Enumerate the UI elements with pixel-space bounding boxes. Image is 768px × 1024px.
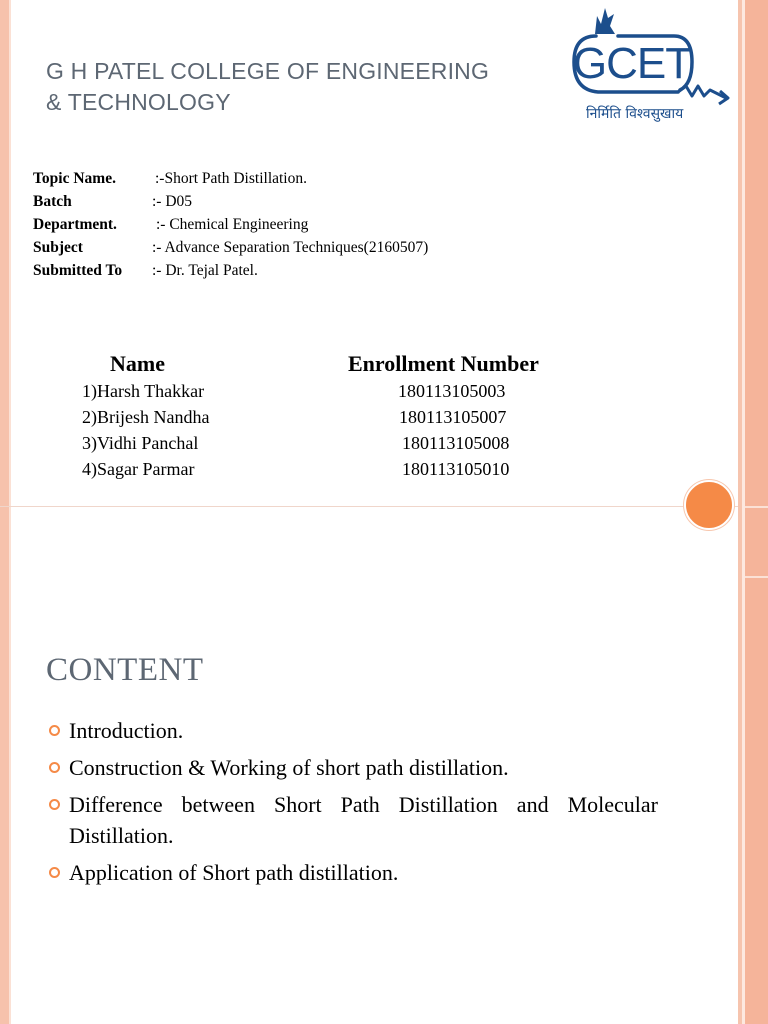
list-item-text: Construction & Working of short path distillation. [69,755,509,780]
member-name: 2)Brijesh Nandha [82,407,210,427]
department-label: Department. [33,216,117,233]
member-name: 1)Harsh Thakkar [82,381,205,401]
enrollment-column-header: Enrollment Number [348,351,539,376]
member-enrollment: 180113105003 [398,381,506,401]
right-border-seam [745,506,768,508]
submitted-value: :- Dr. Tejal Patel. [152,262,258,279]
bullet-ring-icon [49,762,60,773]
bird-icon [595,8,615,34]
logo-text: GCET [572,39,692,88]
list-item [46,752,658,783]
right-border-band [745,0,768,1024]
bullet-ring-icon [49,799,60,810]
left-border [0,0,9,1024]
college-title [46,56,546,118]
bullet-ring-icon [49,867,60,878]
right-border-seam [745,576,768,578]
subject-label: Subject [33,239,83,256]
topic-value: :-Short Path Distillation. [155,170,307,187]
member-enrollment: 180113105007 [399,407,507,427]
list-item [46,857,658,888]
college-title-line1: G H PATEL COLLEGE OF ENGINEERING [46,58,490,84]
member-enrollment: 180113105010 [402,459,510,479]
batch-label: Batch [33,193,72,210]
decorative-dot [684,480,734,530]
submitted-label: Submitted To [33,262,123,279]
member-name: 3)Vidhi Panchal [82,433,199,453]
bullet-ring-icon [49,725,60,736]
member-name: 4)Sagar Parmar [82,459,195,479]
list-item-text: Difference between Short Path Distillation and Molecular Distillation. [69,792,658,848]
list-item [46,789,658,851]
content-list [46,715,658,894]
college-title-line2: & TECHNOLOGY [46,89,231,115]
left-border-inner [9,0,11,1024]
batch-value: :- D05 [152,193,193,210]
list-item [46,715,658,746]
member-enrollment: 180113105008 [402,433,510,453]
slide-divider [0,506,738,507]
department-value: :- Chemical Engineering [156,216,309,233]
list-item-text: Application of Short path distillation. [69,860,399,885]
topic-label: Topic Name. [33,170,116,187]
logo-motto: निर्मिति विश्वसुखाय [586,106,684,122]
list-item-text: Introduction. [69,718,184,743]
content-title: CONTENT [46,652,204,688]
subject-value: :- Advance Separation Techniques(2160507) [152,239,429,256]
name-column-header: Name [110,351,165,376]
